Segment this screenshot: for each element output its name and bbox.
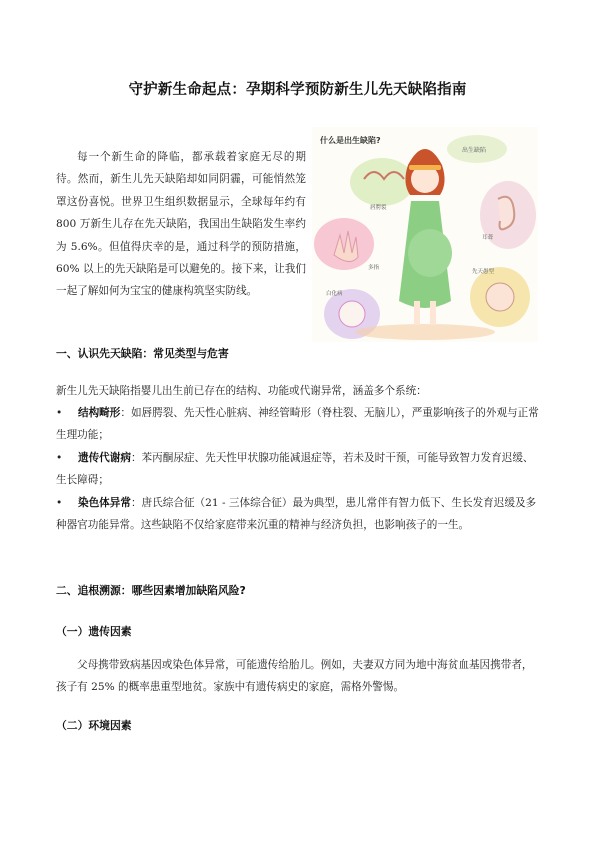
albino-face-icon <box>339 301 365 327</box>
birth-defects-illustration <box>312 127 538 342</box>
subsection-environment-heading: （二）环境因素 <box>56 719 132 732</box>
section1-heading: 一、认识先天缺陷：常见类型与危害 <box>56 347 229 360</box>
label-cleft: 唇腭裂 <box>370 205 387 211</box>
leg-right <box>430 301 436 325</box>
page-title: 守护新生命起点：孕期科学预防新生儿先天缺陷指南 <box>128 82 467 98</box>
belly-shape <box>408 229 452 277</box>
genetic-paragraph: 父母携带致病基因或染色体异常，可能遗传给胎儿。例如，夫妻双方同为地中海贫血基因携带者，孩子有 25% 的概率患重型地贫。家族中有遗传病史的家庭，需格外警惕。 <box>56 659 533 694</box>
label-albinism: 白化病 <box>326 291 343 297</box>
leg-left <box>414 301 420 325</box>
headband-shape <box>409 165 441 170</box>
baby-face-icon <box>486 283 514 311</box>
bubble-finger <box>314 218 374 270</box>
list-item-chromosomal: • 染色体异常：唐氏综合征（21 - 三体综合征）最为典型，患儿常伴有智力低下、生长发育迟缓及多种器官功能异常。这些缺陷不仅给家庭带来沉重的精神与经济负担，也影响孩子的一生。 <box>56 492 542 537</box>
label-polydactyly: 多指 <box>368 265 380 271</box>
intro-paragraph <box>56 146 306 303</box>
label-deafness: 耳聋 <box>482 235 494 241</box>
label-birth-defects: 出生缺陷 <box>462 147 487 154</box>
subsection-genetic-heading: （一）遗传因素 <box>56 625 132 638</box>
intro-text: 每一个新生命的降临，都承载着家庭无尽的期待。然而，新生儿先天缺陷却如同阴霾，可能悄然笼罩这份喜悦。世界卫生组织数据显示，全球每年约有 800 万新生儿存在先天缺陷，我国出生缺陷发生率约为 5.6%。但值得庆幸的是，通过科学的预防措施，60% 以上的先天缺陷是可以避免的。接下来，让我们一起了解如何为宝宝的健康构筑坚实防线。 <box>56 151 306 298</box>
bullet-dot: • <box>56 407 63 419</box>
defect-types-list <box>56 402 542 536</box>
bubble-cleft <box>350 158 414 206</box>
list-item-structural: • 结构畸形：如唇腭裂、先天性心脏病、神经管畸形（脊柱裂、无脑儿），严重影响孩子的外观与正常生理功能； <box>56 402 542 447</box>
bullet-dot: • <box>56 451 63 464</box>
figure-question: 什么是出生缺陷? <box>320 136 381 145</box>
label-down-syndrome: 先天愚型 <box>472 269 495 275</box>
list-item-metabolic: • 遗传代谢病：苯丙酮尿症、先天性甲状腺功能减退症等，若未及时干预，可能导致智力发育迟缓、生长障碍； <box>56 447 542 492</box>
bullet-dot: • <box>56 496 63 509</box>
section1-lead: 新生儿先天缺陷指婴儿出生前已存在的结构、功能或代谢异常，涵盖多个系统： <box>56 385 427 397</box>
floor-rug <box>355 324 495 340</box>
ear-icon <box>498 197 514 230</box>
section2-heading: 二、追根溯源：哪些因素增加缺陷风险? <box>56 584 246 597</box>
illustration-svg <box>312 127 538 342</box>
